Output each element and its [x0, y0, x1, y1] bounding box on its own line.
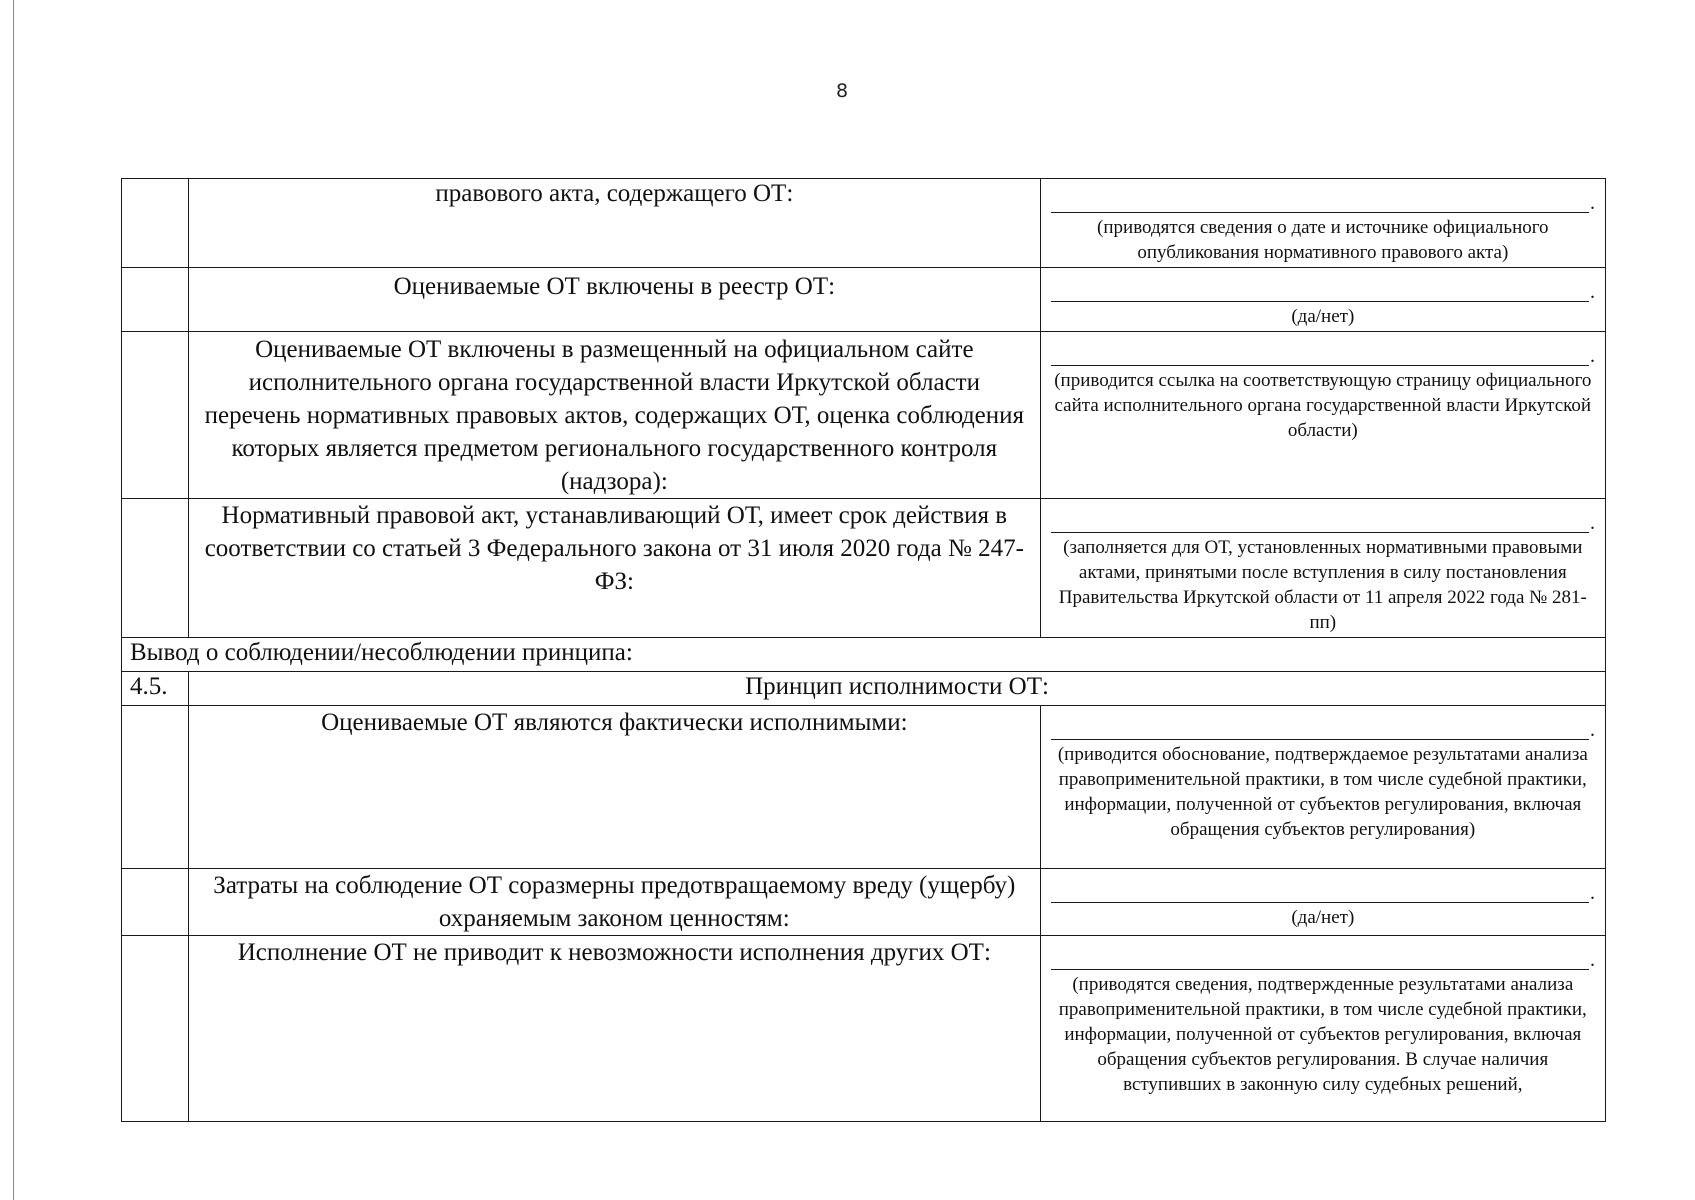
value-cell	[1040, 179, 1605, 268]
criterion-cell	[189, 268, 1041, 332]
row-number-cell	[122, 332, 189, 499]
section-title-cell	[189, 672, 1606, 706]
criterion-text: Исполнение ОТ не приводит к невозможности исполнения других ОТ:	[237, 939, 991, 966]
criterion-cell	[189, 499, 1041, 638]
hint-text: (приводятся сведения о дате и источнике официального опубликования нормативного правового акта)	[1097, 217, 1549, 263]
page-binding-line	[13, 0, 14, 1200]
value-cell	[1040, 268, 1605, 332]
conclusion-row	[122, 638, 1606, 672]
answer-blank[interactable]: .	[1051, 268, 1595, 302]
page-number: 8	[836, 80, 849, 102]
answer-blank[interactable]: .	[1051, 936, 1595, 970]
section-title: Принцип исполнимости ОТ:	[745, 673, 1049, 700]
table-row	[122, 499, 1606, 638]
value-cell	[1040, 706, 1605, 869]
table-row	[122, 332, 1606, 499]
criterion-text: Оцениваемые ОТ включены в реестр ОТ:	[393, 273, 836, 300]
section-header-row	[122, 672, 1606, 706]
criterion-text: Затраты на соблюдение ОТ соразмерны предотвращаемому вреду (ущербу) охраняемым законом ценностям:	[213, 872, 1016, 932]
hint-text: (да/нет)	[1291, 306, 1355, 327]
evaluation-table	[121, 178, 1606, 1122]
table-row	[122, 179, 1606, 268]
hint-text: (заполняется для ОТ, установленных нормативными правовыми актами, принятыми после вступления в силу постановления Правительства Иркутской области от 11 апреля 2022 года № 281-пп)	[1058, 537, 1587, 633]
row-number-cell	[122, 869, 189, 936]
value-cell	[1040, 332, 1605, 499]
hint-text: (да/нет)	[1291, 907, 1355, 928]
criterion-text: Нормативный правовой акт, устанавливающий ОТ, имеет срок действия в соответствии со статьей 3 Федерального закона от 31 июля 2020 года № 247-ФЗ:	[204, 502, 1024, 595]
row-number-cell	[122, 936, 189, 1122]
criterion-cell	[189, 869, 1041, 936]
row-number-cell	[122, 179, 189, 268]
value-cell	[1040, 936, 1605, 1122]
criterion-cell	[189, 179, 1041, 268]
value-cell	[1040, 869, 1605, 936]
section-number: 4.5.	[130, 673, 168, 700]
conclusion-cell	[122, 638, 1606, 672]
row-number-cell	[122, 268, 189, 332]
table-row	[122, 936, 1606, 1122]
value-cell	[1040, 499, 1605, 638]
hint-text: (приводится обоснование, подтверждаемое результатами анализа правоприменительной практики, в том числе судебной практики, информации, полученной от субъектов регулирования, включая обращения субъектов регулирования)	[1057, 744, 1588, 840]
table-row	[122, 869, 1606, 936]
row-number-cell	[122, 706, 189, 869]
hint-text: (приводятся сведения, подтвержденные результатами анализа правоприменительной практики, в том числе судебной практики, информации, полученной от субъектов регулирования, включая обращения субъектов регулирования. В случае наличия вступивших в законную силу судебных решений,	[1058, 974, 1587, 1095]
table-row	[122, 268, 1606, 332]
section-number-cell	[122, 672, 189, 706]
answer-blank[interactable]: .	[1051, 499, 1595, 533]
answer-blank[interactable]: .	[1051, 332, 1595, 366]
criterion-cell	[189, 332, 1041, 499]
row-number-cell	[122, 499, 189, 638]
criterion-cell	[189, 706, 1041, 869]
criterion-text: Оцениваемые ОТ включены в размещенный на официальном сайте исполнительного органа государственной власти Иркутской области перечень нормативных правовых актов, содержащих ОТ, оценка соблюдения которых является предметом регионального государственного контроля (надзора):	[204, 336, 1025, 495]
criterion-text: Оцениваемые ОТ являются фактически исполнимыми:	[321, 709, 908, 736]
hint-text: (приводится ссылка на соответствующую страницу официального сайта исполнительного органа государственной власти Иркутской области)	[1054, 370, 1592, 441]
answer-blank[interactable]: .	[1051, 869, 1595, 903]
criterion-text: правового акта, содержащего ОТ:	[435, 180, 794, 207]
answer-blank[interactable]: .	[1051, 706, 1595, 740]
criterion-cell	[189, 936, 1041, 1122]
answer-blank[interactable]: .	[1051, 179, 1595, 213]
table-row	[122, 706, 1606, 869]
conclusion-text: Вывод о соблюдении/несоблюдении принципа:	[130, 639, 633, 666]
